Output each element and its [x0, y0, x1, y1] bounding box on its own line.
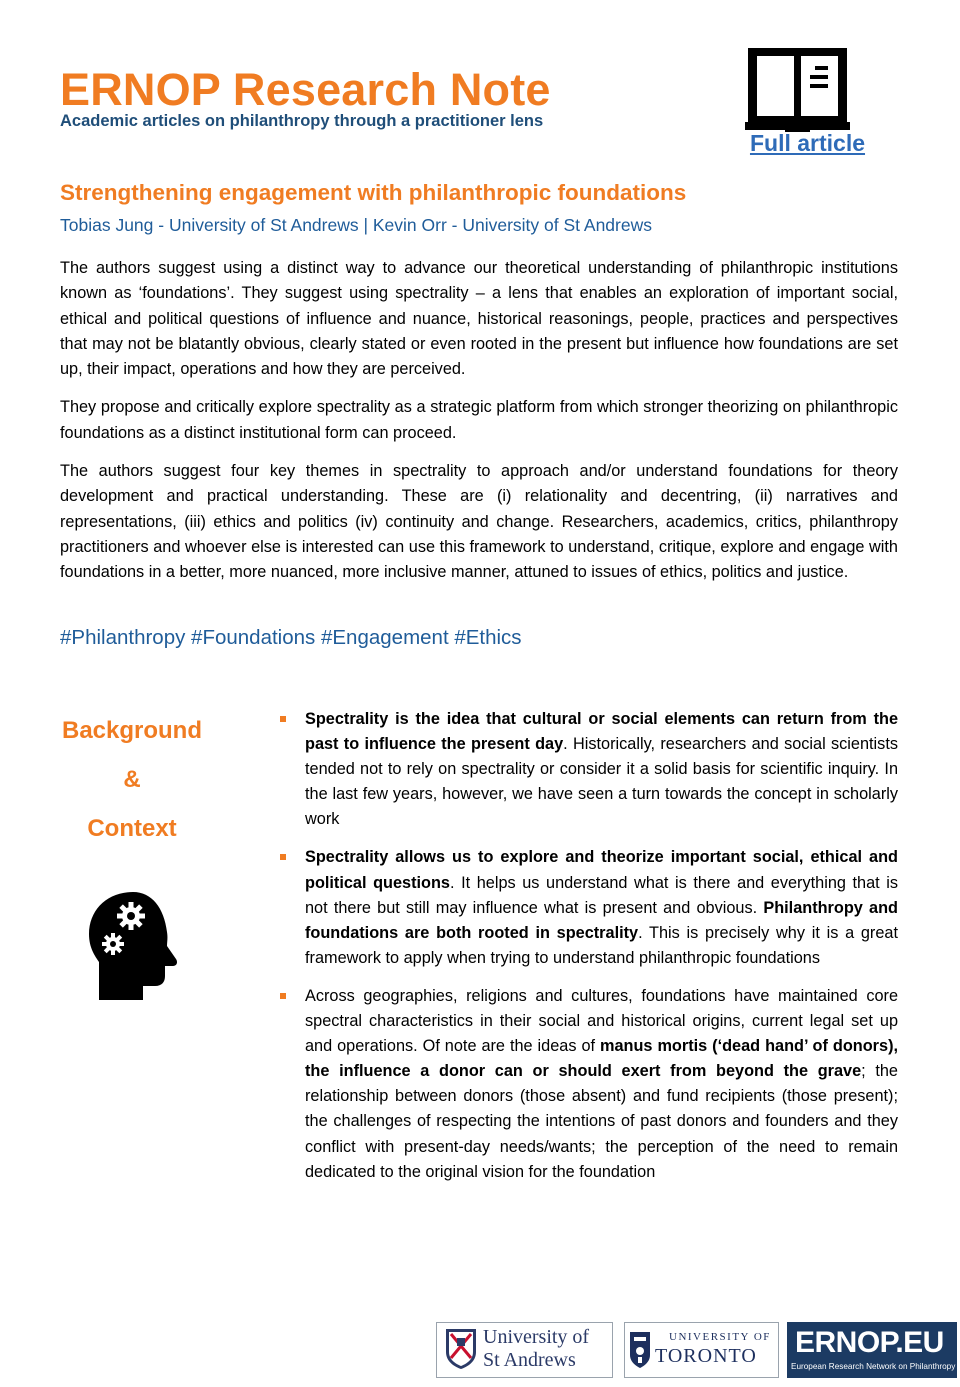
hashtags: #Philanthropy #Foundations #Engagement #Ethics — [60, 626, 522, 649]
body-text: . It helps us understand what is there and everything that is not there but still may influence what is present and obvious. — [305, 873, 899, 917]
book-icon — [745, 46, 850, 134]
body-text: . This is precisely why it is a great framework to apply when trying to understand philanthropic foundations — [305, 923, 898, 967]
toronto-line: TORONTO — [655, 1345, 757, 1367]
st-andrews-line: University of — [483, 1326, 590, 1348]
head-gears-icon — [85, 890, 185, 1002]
ernop-tagline: European Research Network on Philanthropy — [791, 1362, 956, 1371]
body-text: . Historically, researchers and social scientists tended not to rely on spectrality or consider it a solid basis for scientific inquiry. In the last few years, however, we have seen a turn towards the concept in scholarly work — [305, 735, 898, 829]
bold-text: Philanthropy and foundations are both rooted in spectrality — [305, 898, 898, 942]
heading-line: & — [123, 766, 141, 793]
article-summary — [60, 256, 898, 599]
summary-paragraph: They propose and critically explore spectrality as a strategic platform from which stronger theorizing on philanthropic foundations as a distinct institutional form can proceed. — [60, 398, 898, 442]
st-andrews-line: St Andrews — [483, 1349, 576, 1371]
bullet-square-icon — [280, 716, 286, 722]
summary-paragraph: The authors suggest four key themes in spectrality to approach and/or understand foundations for theory development and practical understanding. These are (i) relationality and decentring, (ii) narratives and representations, (iii) ethics and politics (iv) continuity and change. Researchers, academics, critics, philanthropy practitioners and whoever else is interested can use this framework to understand, critique, explore and engage with foundations in a better, more nuanced, more inclusive manner, attuned to issues of ethics, politics and justice. — [60, 462, 898, 582]
bold-text: manus mortis (‘dead hand’ of donors), the influence a donor can or should exert from beyond the grave — [305, 1037, 899, 1081]
list-item — [280, 707, 898, 832]
list-item — [280, 845, 898, 970]
toronto-line: UNIVERSITY OF — [669, 1331, 771, 1343]
bullet-square-icon — [280, 993, 286, 999]
body-text: ; the relationship between donors (those absent) and fund recipients (those present); the challenges of respecting the intentions of past donors and founders and they conflict with present-day needs/wants; the perception of the need to remain dedicated to the original vision for the foundation — [305, 1062, 898, 1181]
background-heading — [52, 706, 212, 853]
page-subtitle: Academic articles on philanthropy through a practitioner lens — [60, 112, 544, 130]
summary-paragraph: The authors suggest using a distinct way to advance our theoretical understanding of philanthropic institutions known as ‘foundations’. They suggest using spectrality – a lens that enables an exploration of important social, ethical and political questions of influence and nuance, historical reasonings, people, practices and perspectives that may not be blatantly obvious, clearly stated or even rooted in the present but influence how foundations are set up, their impact, operations and how they are perceived. — [60, 259, 898, 379]
bold-text: Spectrality allows us to explore and theorize important social, ethical and political questions — [305, 848, 898, 892]
body-text: Across geographies, religions and cultures, foundations have maintained core spectral characteristics in their social and historical origins, current legal set up and operations. Of note are the ideas of — [305, 986, 898, 1056]
ernop-wordmark: ERNOP.EU — [795, 1326, 944, 1359]
list-item — [280, 984, 898, 1185]
toronto-crest-icon — [629, 1331, 651, 1369]
heading-line: Context — [87, 815, 177, 842]
background-bullets — [280, 707, 898, 1198]
page-title: ERNOP Research Note — [60, 64, 551, 115]
ernop-logo — [787, 1322, 957, 1378]
bullet-square-icon — [280, 854, 286, 860]
article-title: Strengthening engagement with philanthropic foundations — [60, 180, 687, 205]
article-authors: Tobias Jung - University of St Andrews | Kevin Orr - University of St Andrews — [60, 215, 652, 235]
st-andrews-crest-icon — [445, 1328, 477, 1370]
st-andrews-logo — [436, 1322, 613, 1378]
toronto-logo — [624, 1322, 779, 1378]
heading-line: Background — [61, 717, 202, 744]
full-article-link[interactable]: Full article — [749, 130, 866, 156]
bold-text: Spectrality is the idea that cultural or social elements can return from the past to influence the present day — [305, 710, 898, 754]
